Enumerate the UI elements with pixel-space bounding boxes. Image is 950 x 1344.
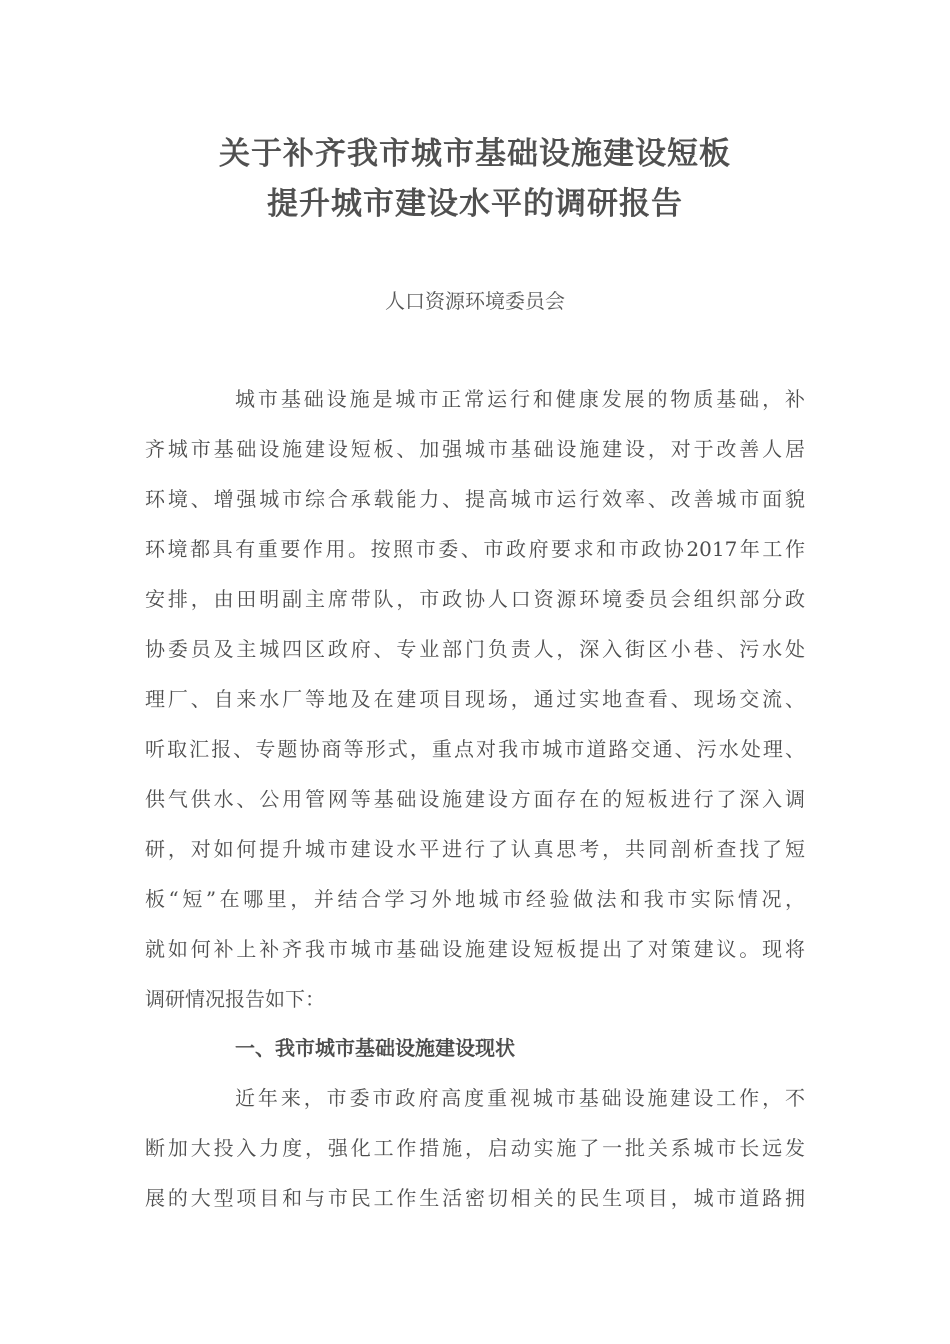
paragraph-line: 环境、增强城市综合承载能力、提高城市运行效率、改善城市面貌 — [145, 487, 805, 511]
author-committee: 人口资源环境委员会 — [385, 289, 565, 313]
paragraph-line: 供气供水、公用管网等基础设施建设方面存在的短板进行了深入调 — [145, 787, 805, 811]
paragraph-line: 城市基础设施是城市正常运行和健康发展的物质基础，补 — [235, 387, 805, 411]
paragraph-line: 听取汇报、专题协商等形式，重点对我市城市道路交通、污水处理、 — [145, 737, 805, 761]
paragraph-line: 近年来，市委市政府高度重视城市基础设施建设工作，不 — [235, 1086, 805, 1110]
paragraph-line: 安排，由田明副主席带队，市政协人口资源环境委员会组织部分政 — [145, 587, 805, 611]
report-title-line-2: 提升城市建设水平的调研报告 — [267, 186, 683, 222]
paragraph-line: 研，对如何提升城市建设水平进行了认真思考，共同剖析查找了短 — [145, 837, 805, 861]
paragraph-line: 调研情况报告如下： — [145, 987, 325, 1011]
paragraph-line: 断加大投入力度，强化工作措施，启动实施了一批关系城市长远发 — [145, 1136, 805, 1160]
paragraph-line: 齐城市基础设施建设短板、加强城市基础设施建设，对于改善人居 — [145, 437, 805, 461]
paragraph-line: 环境都具有重要作用。按照市委、市政府要求和市政协2017年工作 — [145, 537, 805, 561]
paragraph-line: 板“短”在哪里，并结合学习外地城市经验做法和我市实际情况， — [145, 887, 805, 911]
paragraph-line: 展的大型项目和与市民工作生活密切相关的民生项目，城市道路拥 — [145, 1186, 805, 1210]
report-title-line-1: 关于补齐我市城市基础设施建设短板 — [219, 136, 731, 172]
paragraph-section-1 — [145, 1073, 805, 1223]
paragraph-line: 协委员及主城四区政府、专业部门负责人，深入街区小巷、污水处 — [145, 637, 805, 661]
section-heading: 一、我市城市基础设施建设现状 — [235, 1036, 515, 1060]
paragraph-line: 理厂、自来水厂等地及在建项目现场，通过实地查看、现场交流、 — [145, 687, 805, 711]
paragraph-intro — [145, 374, 805, 1024]
paragraph-line: 就如何补上补齐我市城市基础设施建设短板提出了对策建议。现将 — [145, 937, 805, 961]
